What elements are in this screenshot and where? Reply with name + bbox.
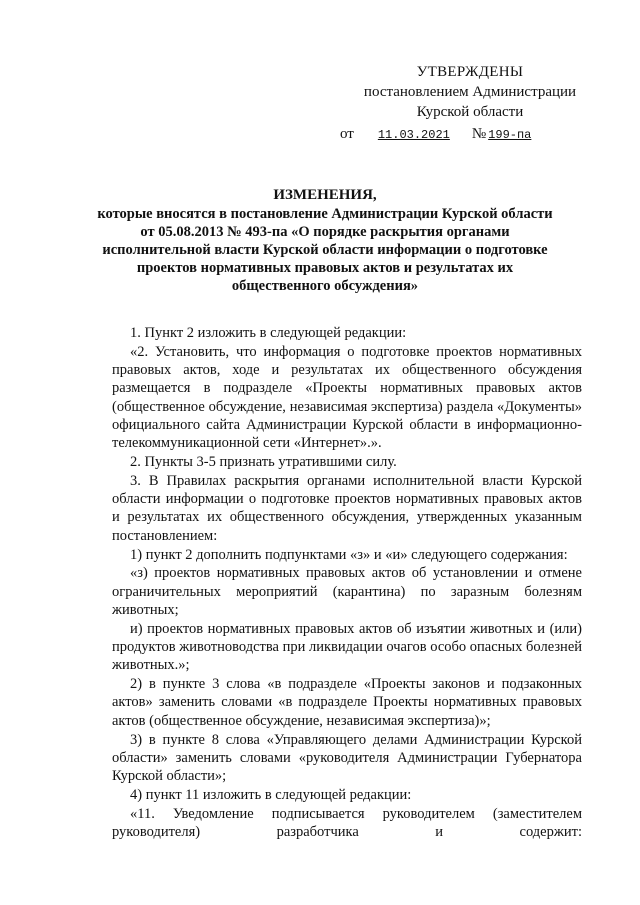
date-prefix: от	[340, 126, 354, 142]
paragraph: 1. Пункт 2 изложить в следующей редакции:	[130, 325, 407, 341]
document-body	[112, 324, 582, 842]
approval-date: 11.03.2021	[377, 128, 450, 142]
paragraph: и) проектов нормативных правовых актов об изъятии животных и (или) продуктов животноводства при ликвидации очагов особо опасных болезней животных.»;	[112, 620, 583, 674]
document-title	[90, 186, 560, 295]
title-subtitle: которые вносятся в постановление Администрации Курской области от 05.08.2013 № 493-па «О порядке раскрытия органами исполнительной власти Курской области информации о подготовке проектов нормативных правовых актов и результатах их общественного обсуждения»	[97, 206, 553, 294]
paragraph: 2. Пункты 3-5 признать утратившими силу.	[130, 454, 397, 471]
paragraph: 4) пункт 11 изложить в следующей редакции:	[130, 786, 412, 803]
paragraph: 3) в пункте 8 слова «Управляющего делами Администрации Курской области» заменить словами «руководителя Администрации Губернатора Курской области»;	[112, 731, 582, 785]
title-heading: ИЗМЕНЕНИЯ,	[273, 187, 377, 203]
approval-heading: УТВЕРЖДЕНЫ	[416, 64, 524, 80]
approval-stamp	[340, 62, 600, 145]
number-prefix: №	[471, 126, 487, 142]
approval-line-1: постановлением Администрации	[363, 84, 577, 100]
approval-date-line	[340, 124, 600, 145]
approval-line-2: Курской области	[416, 104, 524, 120]
approval-number: 199-па	[488, 128, 532, 142]
paragraph: «з) проектов нормативных правовых актов об установлении и отмене ограничительных мероприятий (карантина) по заразным болезням животных;	[112, 565, 582, 618]
paragraph: 1) пункт 2 дополнить подпунктами «з» и «и» следующего содержания:	[130, 546, 568, 563]
paragraph: 3. В Правилах раскрытия органами исполнительной власти Курской области информации о подготовке проектов нормативных правовых актов и результатах их общественного обсуждения, утвержденных указанным постановлением:	[112, 472, 582, 544]
paragraph: «11. Уведомление подписывается руководителем (заместителем руководителя) разработчика и содержит:	[112, 805, 582, 841]
paragraph: 2) в пункте 3 слова «в подразделе «Проекты законов и подзаконных актов» заменить словами «в подразделе Проекты нормативных правовых актов (общественное обсуждение, независимая экспертиза)»;	[112, 676, 582, 729]
paragraph: «2. Установить, что информация о подготовке проектов нормативных правовых актов, ходе и результатах их общественного обсуждения размещается в подразделе «Проекты нормативных правовых актов (общественное обсуждение, независимая экспертиза) раздела «Документы» официального сайта Администрации Курской области в информационно-телекоммуникационной сети «Интернет».».	[112, 343, 582, 452]
